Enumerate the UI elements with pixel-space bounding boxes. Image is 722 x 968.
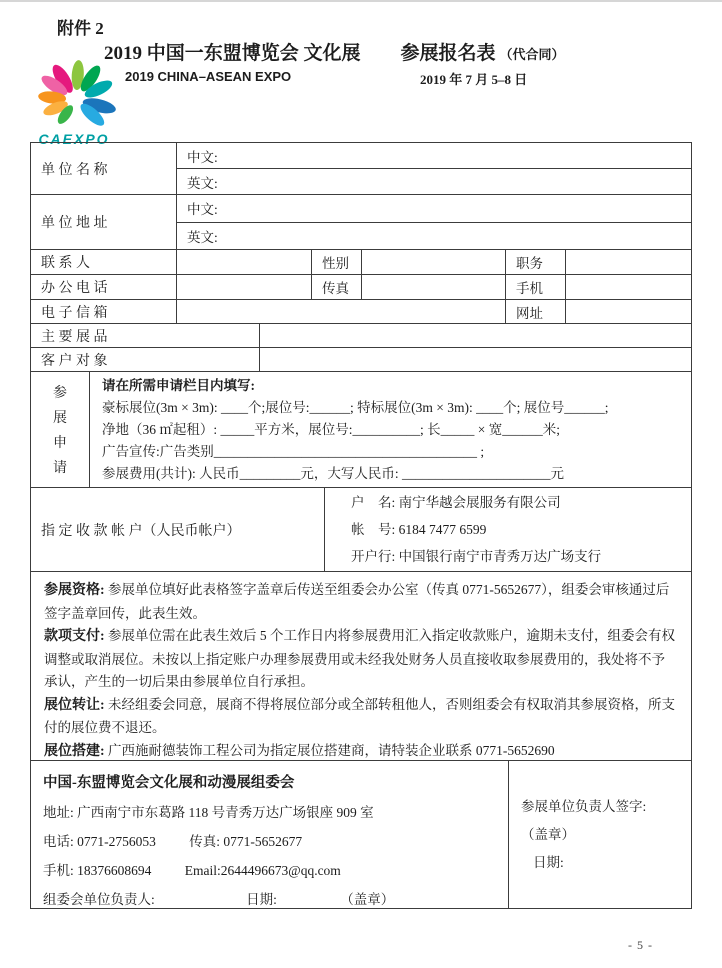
job-title-label: 职务 — [505, 250, 565, 274]
title-form-name: 参展报名表 — [400, 43, 496, 64]
term-construction: 展位搭建: 广西施耐德装饰工程公司为指定展位搭建商，请特装企业联系 0771-5652690 — [44, 742, 555, 759]
committee-address: 地址: 广西南宁市东葛路 118 号青秀万达广场银座 909 室 — [43, 805, 374, 820]
gender-field — [361, 250, 505, 274]
mobile-label: 手机 — [505, 275, 565, 299]
row-exhibits — [31, 323, 691, 347]
committee-signer-label: 组委会单位负责人: — [43, 892, 155, 907]
application-advertising-line: 广告宣传:广告类别_______________________________________ ; — [102, 443, 485, 459]
unit-name-cn-field: 中文: — [187, 149, 218, 165]
exhibitor-seal-label: （盖章） — [521, 827, 575, 842]
contact-label: 联 系 人 — [41, 256, 90, 271]
unit-address-en-field: 英文: — [177, 222, 691, 250]
account-bank-branch: 开户行: 中国银行南宁市青秀万达广场支行 — [351, 549, 602, 564]
title-contract-note: （代合同） — [499, 47, 565, 62]
bank-account-label: 指 定 收 款 帐 户（人民币帐户） — [41, 523, 241, 539]
row-unit-address — [31, 194, 691, 249]
exhibitor-date-label: 日期: — [533, 855, 564, 870]
row-customers — [31, 347, 691, 371]
committee-signature-line — [43, 885, 394, 914]
application-body — [89, 372, 691, 487]
event-date: 2019 年 7 月 5–8 日 — [420, 72, 528, 87]
exhibits-label: 主 要 展 品 — [41, 329, 108, 345]
row-office-phone — [31, 274, 691, 299]
unit-name-label: 单 位 名 称 — [41, 162, 108, 178]
exhibits-field — [259, 324, 691, 347]
customers-label: 客 户 对 象 — [41, 353, 108, 369]
terms-text — [31, 572, 691, 760]
mobile-field — [565, 275, 691, 299]
application-raw-space-line: 净地（36 ㎡起租）: _____平方米，展位号:__________; 长_____ × 宽______米; — [102, 421, 560, 437]
row-terms — [31, 571, 691, 760]
term-eligibility: 参展资格: 参展单位填好此表格签字盖章后传送至组委会办公室（传真 0771-5652677），组委会审核通过后签字盖章回传，此表生效。 — [44, 582, 670, 621]
committee-date-label: 日期: — [246, 892, 277, 907]
exhibitor-signature-block — [508, 761, 691, 908]
term-payment: 款项支付: 参展单位需在此表生效后 5 个工作日内将参展费用汇入指定收款账户，逾期未支付，组委会有权调整或取消展位。未按以上指定账户办理参展费用或未经我处财务人员直接收取参展费用的，我处将不予承认，产生的一切后果由参展单位自行承担。 — [44, 628, 676, 689]
exhibitor-sign-label: 参展单位负责人签字: — [521, 799, 647, 814]
contact-field — [176, 250, 311, 274]
email-field — [176, 300, 505, 323]
row-email — [31, 299, 691, 323]
unit-name-en-field: 英文: — [177, 168, 691, 194]
unit-address-cn-field: 中文: — [187, 202, 218, 218]
unit-address-label: 单 位 地 址 — [41, 216, 108, 231]
gender-label: 性别 — [311, 250, 361, 274]
office-phone-field — [176, 275, 311, 299]
job-title-field — [565, 250, 691, 274]
title-chinese: 2019 中国一东盟博览会 文化展 — [104, 43, 361, 64]
committee-contact-block — [31, 761, 508, 908]
committee-phone-fax-line — [43, 827, 302, 856]
office-phone-label: 办 公 电 话 — [41, 281, 108, 296]
committee-fax: 传真: 0771-5652677 — [189, 834, 303, 849]
committee-org-name: 中国-东盟博览会文化展和动漫展组委会 — [43, 775, 295, 791]
form-subtitle — [125, 69, 685, 87]
committee-mobile-email-line — [43, 856, 341, 885]
application-booth-standard-line: 豪标展位(3m × 3m): ____个;展位号:______; 特标展位(3m × 3m): ____个; 展位号______; — [102, 399, 609, 415]
caexpo-logo-text: CAEXPO — [38, 131, 110, 147]
account-number: 帐 号: 6184 7477 6599 — [351, 522, 487, 537]
committee-mobile: 手机: 18376608694 — [43, 863, 152, 878]
bank-account-details — [324, 488, 691, 571]
page-number: - 5 - — [628, 938, 653, 952]
row-bank-account — [31, 487, 691, 571]
term-transfer: 展位转让: 未经组委会同意，展商不得将展位部分或全部转租他人，否则组委会有权取消其参展资格，所支付的展位费不退还。 — [44, 696, 676, 735]
fax-label: 传真 — [311, 275, 361, 299]
email-label: 电 子 信 箱 — [41, 305, 108, 321]
form-title — [104, 38, 565, 65]
application-instruction: 请在所需申请栏目内填写: — [102, 377, 255, 393]
registration-table — [30, 142, 692, 909]
account-holder-name: 户 名: 南宁华越会展服务有限公司 — [351, 495, 561, 510]
row-contact — [31, 249, 691, 274]
row-signatures — [31, 760, 691, 908]
application-fee-line: 参展费用(共计): 人民币_________元，大写人民币: ______________________元 — [102, 465, 564, 481]
website-field — [565, 300, 691, 323]
title-english: 2019 CHINA–ASEAN EXPO — [125, 69, 292, 84]
customers-field — [259, 348, 691, 371]
committee-seal-label: （盖章） — [340, 892, 395, 907]
website-label: 网址 — [505, 300, 565, 323]
application-label: 参 展 申 请 — [53, 386, 67, 476]
fax-field — [361, 275, 505, 299]
committee-email: Email:2644496673@qq.com — [184, 863, 341, 878]
attachment-label: 附件 2 — [57, 19, 104, 38]
committee-phone: 电话: 0771-2756053 — [43, 834, 156, 849]
row-unit-name — [31, 143, 691, 194]
row-application — [31, 371, 691, 487]
